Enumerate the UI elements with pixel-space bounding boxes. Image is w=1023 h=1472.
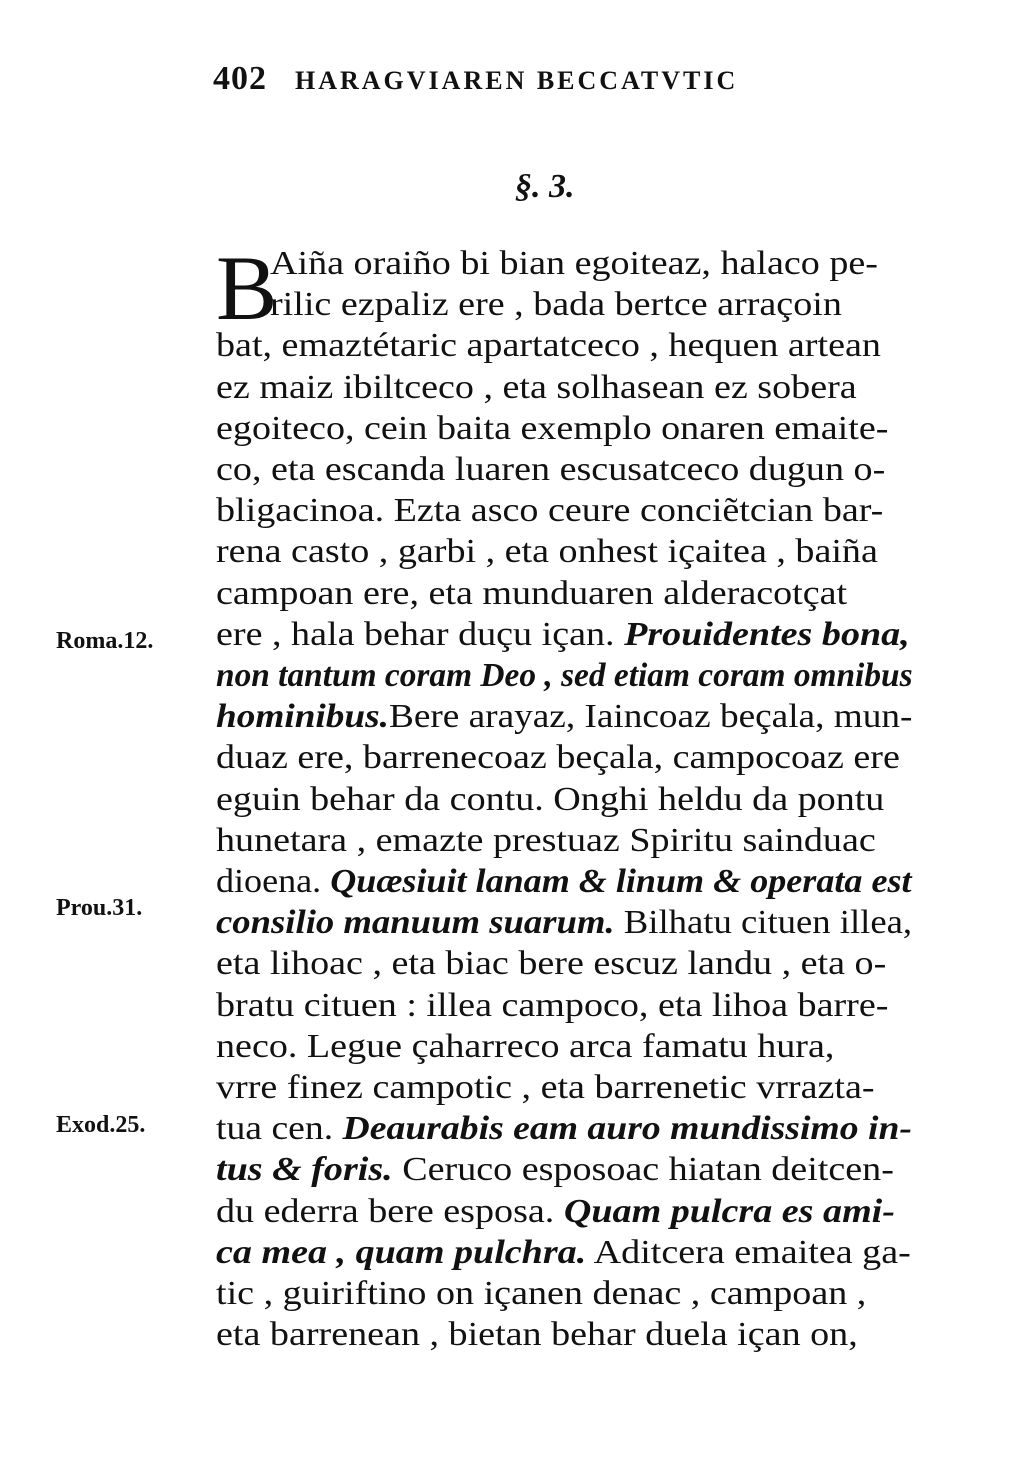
latin-quotation: Quæsiuit lanam & linum & operata est — [330, 863, 912, 900]
text-line — [216, 532, 878, 572]
text-line — [216, 1274, 866, 1314]
text-segment: co, eta escanda luaren escusatceco dugun o- — [216, 451, 886, 488]
text-segment: eta barrenean , bietan behar duela içan on, — [216, 1316, 858, 1354]
text-line — [216, 738, 900, 778]
text-segment: vrre finez campotic , eta barrenetic vrrazta- — [216, 1069, 875, 1106]
text-segment: bratu cituen : illea campoco, eta lihoa barre- — [216, 986, 889, 1024]
text-line — [216, 368, 857, 408]
text-segment: bat, emaztétaric apartatceco , hequen artean — [216, 327, 881, 365]
text-line — [216, 1068, 875, 1108]
text-segment: du ederra bere esposa. — [216, 1192, 564, 1230]
section-heading: §. 3. — [515, 168, 575, 205]
text-segment: ere , hala behar duçu içan. — [216, 615, 625, 653]
text-line — [216, 780, 884, 820]
text-line — [216, 1150, 894, 1190]
running-title: HARAGVIAREN BECCATVTIC — [295, 66, 739, 95]
latin-quotation: tus & foris. — [216, 1151, 393, 1189]
text-segment: tua cen. — [216, 1110, 343, 1148]
text-line — [216, 1027, 834, 1067]
text-line — [216, 450, 885, 490]
text-segment: rena casto , garbi , eta onhest içaitea , baiña — [216, 533, 878, 571]
text-segment: ez maiz ibiltceco , eta solhasean ez sobera — [216, 368, 857, 406]
page-header — [213, 60, 833, 110]
text-segment: Ceruco esposoac hiatan deitcen- — [392, 1151, 894, 1189]
text-segment: Aiña oraiño bi bian egoiteaz, halaco pe- — [270, 245, 878, 282]
latin-quotation: hominibus. — [216, 698, 389, 736]
text-line — [270, 244, 878, 284]
latin-quotation: ca mea , quam pulchra. — [216, 1233, 587, 1271]
text-line — [216, 491, 883, 531]
text-line — [216, 1315, 858, 1355]
text-line — [216, 656, 913, 696]
text-segment: Bilhatu cituen illea, — [614, 904, 913, 942]
text-segment: eguin behar da contu. Onghi heldu da pontu — [216, 780, 885, 818]
text-line — [216, 615, 910, 655]
latin-quotation: Prouidentes bona, — [624, 615, 910, 653]
text-line — [216, 1109, 912, 1149]
text-segment: duaz ere, barrenecoaz beçala, campocoaz ere — [216, 739, 900, 777]
latin-quotation: consilio manuum suarum. — [216, 904, 615, 942]
text-line — [216, 862, 912, 902]
margin-note-prou: Prou.31. — [56, 895, 143, 921]
text-line — [216, 409, 888, 449]
latin-quotation: non tantum coram Deo , sed etiam coram omnibus — [216, 657, 913, 694]
drop-cap: B — [216, 237, 278, 339]
text-line — [216, 1192, 895, 1232]
text-line — [216, 574, 847, 614]
text-segment: bligacinoa. Ezta asco ceure conciẽtcian bar- — [216, 492, 884, 530]
text-line — [216, 903, 912, 943]
text-line — [216, 1233, 911, 1273]
latin-quotation: Quam pulcra es ami- — [563, 1192, 895, 1230]
page-number: 402 — [213, 60, 267, 97]
text-segment: rilic ezpaliz ere , bada bertce arraçoin — [270, 286, 842, 324]
text-segment: Bere arayaz, Iaincoaz beçala, mun- — [388, 698, 913, 736]
text-segment: neco. Legue çaharreco arca famatu hura, — [216, 1027, 835, 1065]
text-line — [216, 697, 912, 737]
margin-note-exod: Exod.25. — [56, 1112, 146, 1138]
text-segment: hunetara , emazte prestuaz Spiritu sainduac — [216, 821, 876, 859]
text-segment: eta lihoac , eta biac bere escuz landu , eta o- — [216, 945, 887, 983]
text-segment: Aditcera emaitea ga- — [586, 1233, 911, 1271]
text-segment: dioena. — [216, 863, 331, 900]
latin-quotation: Deaurabis eam auro mundissimo in- — [342, 1110, 912, 1148]
margin-note-roma: Roma.12. — [56, 628, 154, 654]
text-line — [216, 326, 881, 366]
text-line — [216, 986, 888, 1026]
text-segment: tic , guiriftino on içanen denac , campoan , — [216, 1275, 867, 1312]
text-segment: egoiteco, cein baita exemplo onaren emaite- — [216, 409, 889, 447]
text-line — [216, 944, 886, 984]
text-segment: campoan ere, eta munduaren alderacotçat — [216, 574, 848, 612]
text-line — [270, 285, 842, 325]
text-line — [216, 821, 876, 861]
